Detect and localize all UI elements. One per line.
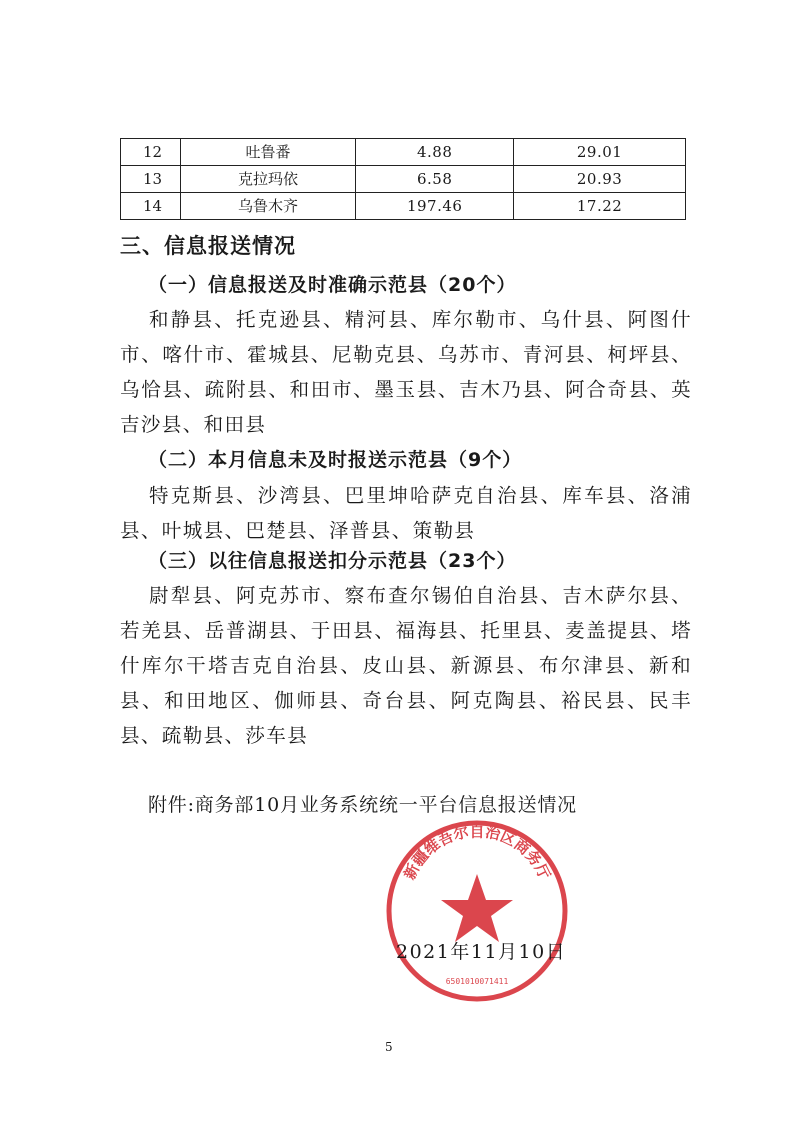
section-heading: 三、信息报送情况	[120, 234, 296, 258]
subsection-text-1: 和静县、托克逊县、精河县、库尔勒市、乌什县、阿图什市、喀什市、霍城县、尼勒克县、乌苏市、青河县、柯坪县、乌恰县、疏附县、和田市、墨玉县、吉木乃县、阿合奇县、英吉沙县、和田县	[120, 308, 692, 436]
value-1: 4.88	[356, 139, 514, 166]
region-name: 克拉玛依	[180, 166, 355, 193]
value-2: 17.22	[514, 193, 686, 220]
data-table	[120, 138, 686, 220]
value-2: 29.01	[514, 139, 686, 166]
value-2: 20.93	[514, 166, 686, 193]
seal-text: 新疆维吾尔自治区商务厅	[400, 822, 554, 883]
region-name: 吐鲁番	[180, 139, 355, 166]
subsection-heading-1: （一）信息报送及时准确示范县（20个）	[148, 274, 517, 296]
region-name: 乌鲁木齐	[180, 193, 355, 220]
official-seal	[382, 816, 572, 1006]
attachment-note: 附件:商务部10月业务系统统一平台信息报送情况	[148, 794, 577, 816]
row-number: 13	[121, 166, 181, 193]
subsection-heading-2: （二）本月信息未及时报送示范县（9个）	[148, 449, 523, 471]
page-number: 5	[385, 1040, 393, 1054]
document-date: 2021年11月10日	[396, 941, 567, 963]
row-number: 14	[121, 193, 181, 220]
table-row	[121, 139, 686, 166]
value-1: 197.46	[356, 193, 514, 220]
value-1: 6.58	[356, 166, 514, 193]
subsection-heading-3: （三）以往信息报送扣分示范县（23个）	[148, 550, 517, 572]
row-number: 12	[121, 139, 181, 166]
subsection-text-2: 特克斯县、沙湾县、巴里坤哈萨克自治县、库车县、洛浦县、叶城县、巴楚县、泽普县、策勒县	[120, 484, 692, 542]
star-icon	[441, 874, 513, 942]
seal-code: 6501010071411	[445, 977, 509, 986]
table-row	[121, 166, 686, 193]
subsection-text-3: 尉犁县、阿克苏市、察布查尔锡伯自治县、吉木萨尔县、若羌县、岳普湖县、于田县、福海县、托里县、麦盖提县、塔什库尔干塔吉克自治县、皮山县、新源县、布尔津县、新和县、和田地区、伽师县、奇台县、阿克陶县、裕民县、民丰县、疏勒县、莎车县	[120, 584, 692, 747]
table-row	[121, 193, 686, 220]
